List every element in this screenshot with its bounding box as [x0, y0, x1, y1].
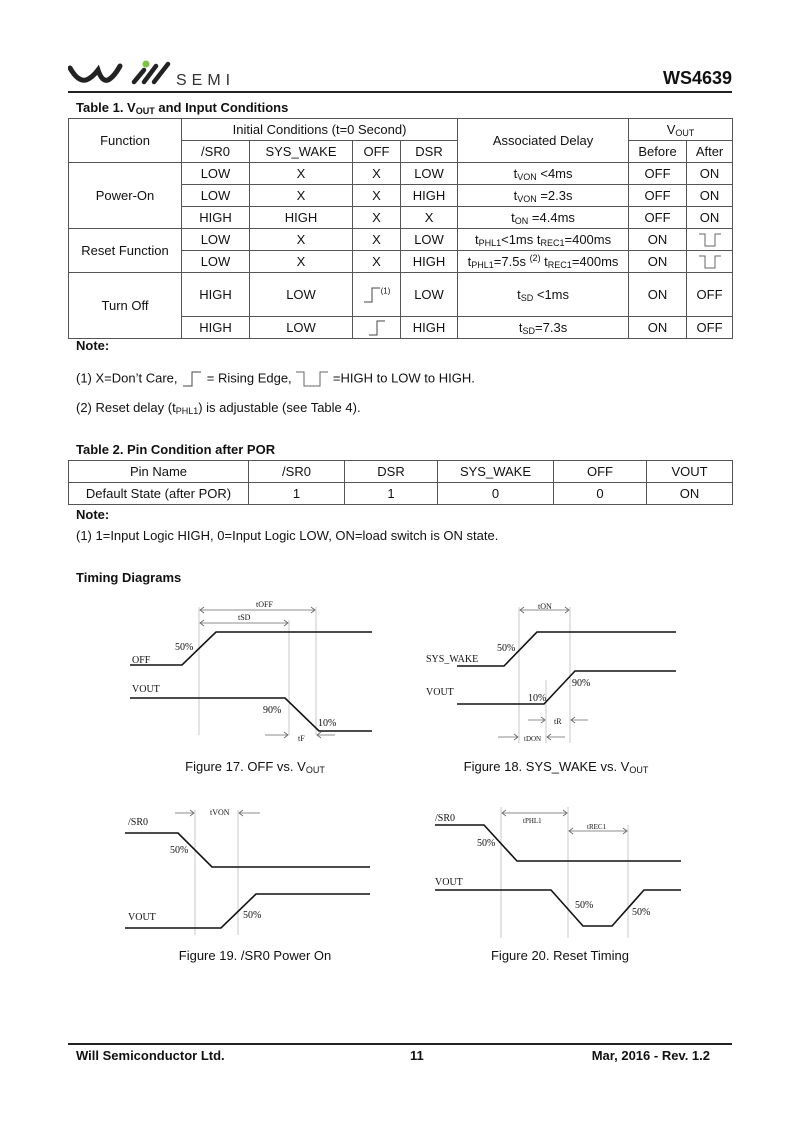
- cell-before: OFF: [629, 163, 687, 185]
- cell-delay: $t_{SD}=7.3s$: [458, 317, 629, 339]
- cell-dsr: HIGH: [401, 185, 458, 207]
- header-sr0: /SR0: [182, 141, 250, 163]
- cell-after: [687, 229, 733, 251]
- cell-delay: $t_{PHL1}<1ms$ $t_{REC1}=400ms$: [458, 229, 629, 251]
- cell-sys-wake: LOW: [250, 273, 353, 317]
- figure-18-diagram: [420, 595, 690, 745]
- cell-off: X: [353, 251, 401, 273]
- header-associated-delay: Associated Delay: [458, 119, 629, 163]
- svg-text:50%: 50%: [477, 838, 496, 849]
- high-low-high-pulse-icon: [698, 232, 722, 248]
- cell-sys-wake: 0: [438, 483, 554, 505]
- will-logo: [68, 60, 178, 95]
- svg-text:/SR0: /SR0: [435, 813, 456, 824]
- cell-vout: ON: [647, 483, 733, 505]
- cell-before: ON: [629, 229, 687, 251]
- cell-sys-wake: X: [250, 229, 353, 251]
- cell-sys-wake: HIGH: [250, 207, 353, 229]
- svg-text:tSD: tSD: [238, 613, 251, 622]
- header-initial-conditions: Initial Conditions (t=0 Second): [182, 119, 458, 141]
- high-low-high-pulse-icon: [698, 254, 722, 270]
- table-row: [69, 483, 733, 505]
- svg-text:50%: 50%: [632, 907, 651, 918]
- svg-text:tF: tF: [298, 734, 305, 743]
- high-low-high-pulse-icon: [295, 370, 329, 388]
- figure-19-diagram: [120, 795, 380, 935]
- table1-title: Table 1. $V_{OUT}$ and Input Conditions: [76, 100, 289, 116]
- cell-after: ON: [687, 163, 733, 185]
- header-off: OFF: [353, 141, 401, 163]
- table-header-row: [69, 461, 733, 483]
- header-vout: $V_{OUT}$: [629, 119, 733, 141]
- header-sys-wake: SYS_WAKE: [438, 461, 554, 483]
- group-power-on: Power-On: [69, 163, 182, 229]
- footer-divider: [68, 1043, 732, 1045]
- rising-edge-icon: [363, 286, 381, 304]
- will-logo-icon: [68, 60, 178, 90]
- svg-text:tVON: tVON: [210, 808, 230, 817]
- figure-20-caption: Figure 20. Reset Timing: [490, 948, 629, 963]
- cell-dsr: HIGH: [401, 317, 458, 339]
- header-function: Function: [69, 119, 182, 163]
- cell-dsr: 1: [345, 483, 438, 505]
- svg-text:tPHL1: tPHL1: [523, 817, 542, 825]
- svg-text:VOUT: VOUT: [128, 912, 156, 923]
- footer-company: Will Semiconductor Ltd.: [76, 1048, 225, 1063]
- table2-note-1: (1) 1=Input Logic HIGH, 0=Input Logic LOW, ON=load switch is ON state.: [76, 528, 499, 543]
- svg-text:50%: 50%: [497, 643, 516, 654]
- svg-text:tREC1: tREC1: [587, 823, 607, 831]
- cell-delay: $t_{PHL1}=7.5s$ $^{(2)}$ $t_{REC1}=400ms$: [458, 251, 629, 273]
- table-row: [69, 163, 733, 185]
- cell-dsr: LOW: [401, 163, 458, 185]
- table2-pin-condition: [68, 460, 733, 505]
- cell-off: X: [353, 163, 401, 185]
- cell-before: OFF: [629, 207, 687, 229]
- document-id: WS4639: [662, 68, 732, 88]
- figure-17-caption: Figure 17. OFF vs. $V_{OUT}$: [185, 759, 325, 775]
- svg-text:tDON: tDON: [524, 735, 542, 743]
- svg-text:OFF: OFF: [132, 655, 151, 666]
- header-after: After: [687, 141, 733, 163]
- cell-after: OFF: [687, 273, 733, 317]
- timing-diagrams-title: Timing Diagrams: [76, 570, 182, 585]
- cell-sr0: 1: [249, 483, 345, 505]
- figure-19-caption: Figure 19. /SR0 Power On: [178, 948, 332, 963]
- table1-note-title: Note:: [76, 338, 110, 353]
- cell-dsr: LOW: [401, 273, 458, 317]
- table-row: [69, 229, 733, 251]
- cell-sys-wake: X: [250, 163, 353, 185]
- cell-off: 0: [554, 483, 647, 505]
- cell-off: X: [353, 229, 401, 251]
- cell-after: ON: [687, 185, 733, 207]
- cell-dsr: LOW: [401, 229, 458, 251]
- svg-text:VOUT: VOUT: [426, 687, 454, 698]
- cell-sr0: HIGH: [182, 273, 250, 317]
- cell-dsr: X: [401, 207, 458, 229]
- svg-text:VOUT: VOUT: [132, 684, 160, 695]
- table2-title: Table 2. Pin Condition after POR: [76, 442, 276, 457]
- cell-off: X: [353, 185, 401, 207]
- rising-edge-icon: [368, 319, 386, 337]
- cell-pin-name: Default State (after POR): [69, 483, 249, 505]
- svg-text:SYS_WAKE: SYS_WAKE: [426, 654, 479, 665]
- svg-text:50%: 50%: [575, 900, 594, 911]
- svg-text:tON: tON: [538, 602, 552, 611]
- svg-text:90%: 90%: [263, 705, 282, 716]
- cell-delay: $t_{VON} <4ms$: [458, 163, 629, 185]
- cell-sys-wake: LOW: [250, 317, 353, 339]
- table1-note-1: (1) X=Don’t Care, = Rising Edge, =HIGH to LOW to HIGH.: [76, 370, 475, 388]
- cell-sr0: LOW: [182, 163, 250, 185]
- svg-text:VOUT: VOUT: [435, 877, 463, 888]
- cell-sr0: HIGH: [182, 317, 250, 339]
- svg-text:10%: 10%: [528, 693, 547, 704]
- cell-delay: $t_{VON} =2.3s$: [458, 185, 629, 207]
- table1-vout-input-conditions: [68, 118, 733, 339]
- header-before: Before: [629, 141, 687, 163]
- header-pin-name: Pin Name: [69, 461, 249, 483]
- cell-sr0: LOW: [182, 229, 250, 251]
- header-dsr: DSR: [401, 141, 458, 163]
- table1-note-2: (2) Reset delay $(t_{PHL1})$ is adjustable (see Table 4).: [76, 400, 361, 416]
- cell-sr0: HIGH: [182, 207, 250, 229]
- cell-sr0: LOW: [182, 251, 250, 273]
- svg-text:50%: 50%: [170, 845, 189, 856]
- figure-18-caption: Figure 18. SYS_WAKE vs. $V_{OUT}$: [463, 759, 649, 775]
- svg-text:50%: 50%: [243, 910, 262, 921]
- cell-after: OFF: [687, 317, 733, 339]
- cell-before: ON: [629, 251, 687, 273]
- svg-text:50%: 50%: [175, 642, 194, 653]
- cell-after: ON: [687, 207, 733, 229]
- svg-text:/SR0: /SR0: [128, 817, 149, 828]
- cell-before: OFF: [629, 185, 687, 207]
- header-vout: VOUT: [647, 461, 733, 483]
- cell-delay: $t_{ON} =4.4ms$: [458, 207, 629, 229]
- header-off: OFF: [554, 461, 647, 483]
- cell-sys-wake: X: [250, 251, 353, 273]
- cell-off: X: [353, 207, 401, 229]
- cell-after: [687, 251, 733, 273]
- cell-off: (1): [353, 273, 401, 317]
- figure-20-diagram: [425, 795, 695, 940]
- footer-page-number: 11: [410, 1048, 424, 1063]
- rising-edge-icon: [181, 370, 203, 388]
- cell-dsr: HIGH: [401, 251, 458, 273]
- svg-text:10%: 10%: [318, 718, 337, 729]
- header-divider: [68, 91, 732, 93]
- cell-before: ON: [629, 317, 687, 339]
- header-dsr: DSR: [345, 461, 438, 483]
- svg-text:90%: 90%: [572, 678, 591, 689]
- cell-delay: $t_{SD} <1ms$: [458, 273, 629, 317]
- group-reset-function: Reset Function: [69, 229, 182, 273]
- cell-before: ON: [629, 273, 687, 317]
- header-sr0: /SR0: [249, 461, 345, 483]
- header-sys-wake: SYS_WAKE: [250, 141, 353, 163]
- cell-off: [353, 317, 401, 339]
- logo-text: SEMI: [176, 72, 236, 89]
- svg-text:tR: tR: [554, 717, 562, 726]
- cell-sr0: LOW: [182, 185, 250, 207]
- svg-text:tOFF: tOFF: [256, 600, 273, 609]
- table-row: [69, 273, 733, 317]
- figure-17-diagram: [120, 595, 380, 745]
- group-turn-off: Turn Off: [69, 273, 182, 339]
- cell-sys-wake: X: [250, 185, 353, 207]
- footer-revision: Mar, 2016 - Rev. 1.2: [591, 1048, 710, 1063]
- table2-note-title: Note:: [76, 507, 110, 522]
